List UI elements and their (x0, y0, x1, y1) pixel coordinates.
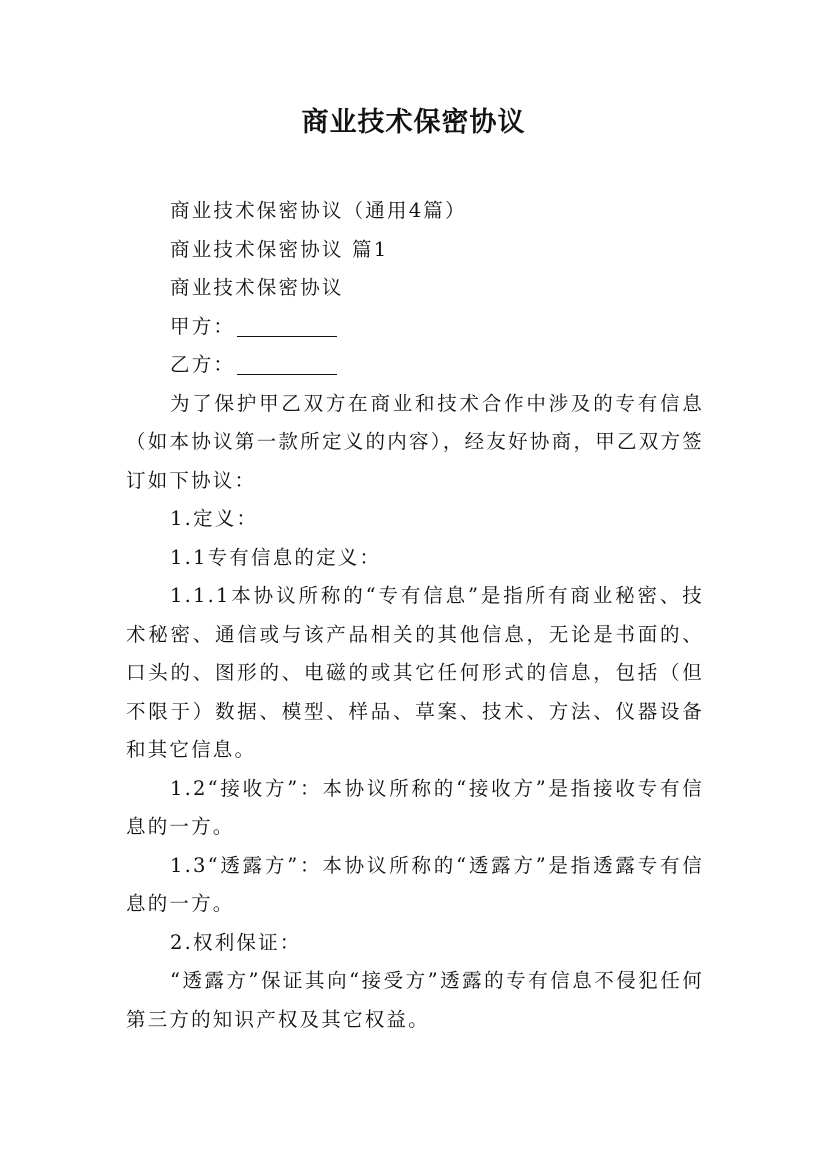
party-a-label: 甲方： (170, 314, 236, 338)
heading-line: 商业技术保密协议 (170, 276, 344, 299)
paragraph: 为了保护甲乙双方在商业和技术合作中涉及的专有信息（如本协议第一款所定义的内容），经友好协商，甲乙双方签订如下协议： (126, 391, 704, 492)
heading-line: 商业技术保密协议（通用4篇） (170, 199, 467, 222)
document-title: 商业技术保密协议 (301, 107, 526, 138)
section-heading: 1.定义： (170, 507, 259, 530)
party-b-blank (237, 352, 337, 375)
paragraph: 1.3“透露方”：本协议所称的“透露方”是指透露专有信息的一方。 (126, 853, 704, 915)
section-heading: 1.1专有信息的定义： (170, 545, 382, 569)
party-b-line (126, 346, 704, 385)
party-a-line (126, 308, 704, 347)
document-body (126, 192, 704, 1039)
heading-line: 商业技术保密协议 篇1 (170, 237, 389, 261)
party-a-blank (237, 314, 337, 337)
paragraph: 1.2“接收方”：本协议所称的“接收方”是指接收专有信息的一方。 (126, 776, 704, 838)
party-b-label: 乙方： (170, 353, 236, 376)
section-heading: 2.权利保证： (170, 930, 302, 954)
paragraph: 1.1.1本协议所称的“专有信息”是指所有商业秘密、技术秘密、通信或与该产品相关的其他信息，无论是书面的、口头的、图形的、电磁的或其它任何形式的信息，包括（但不限于）数据、模型、样品、草案、技术、方法、仪器设备和其它信息。 (126, 584, 704, 761)
paragraph: “透露方”保证其向“接受方”透露的专有信息不侵犯任何第三方的知识产权及其它权益。 (126, 969, 704, 1031)
